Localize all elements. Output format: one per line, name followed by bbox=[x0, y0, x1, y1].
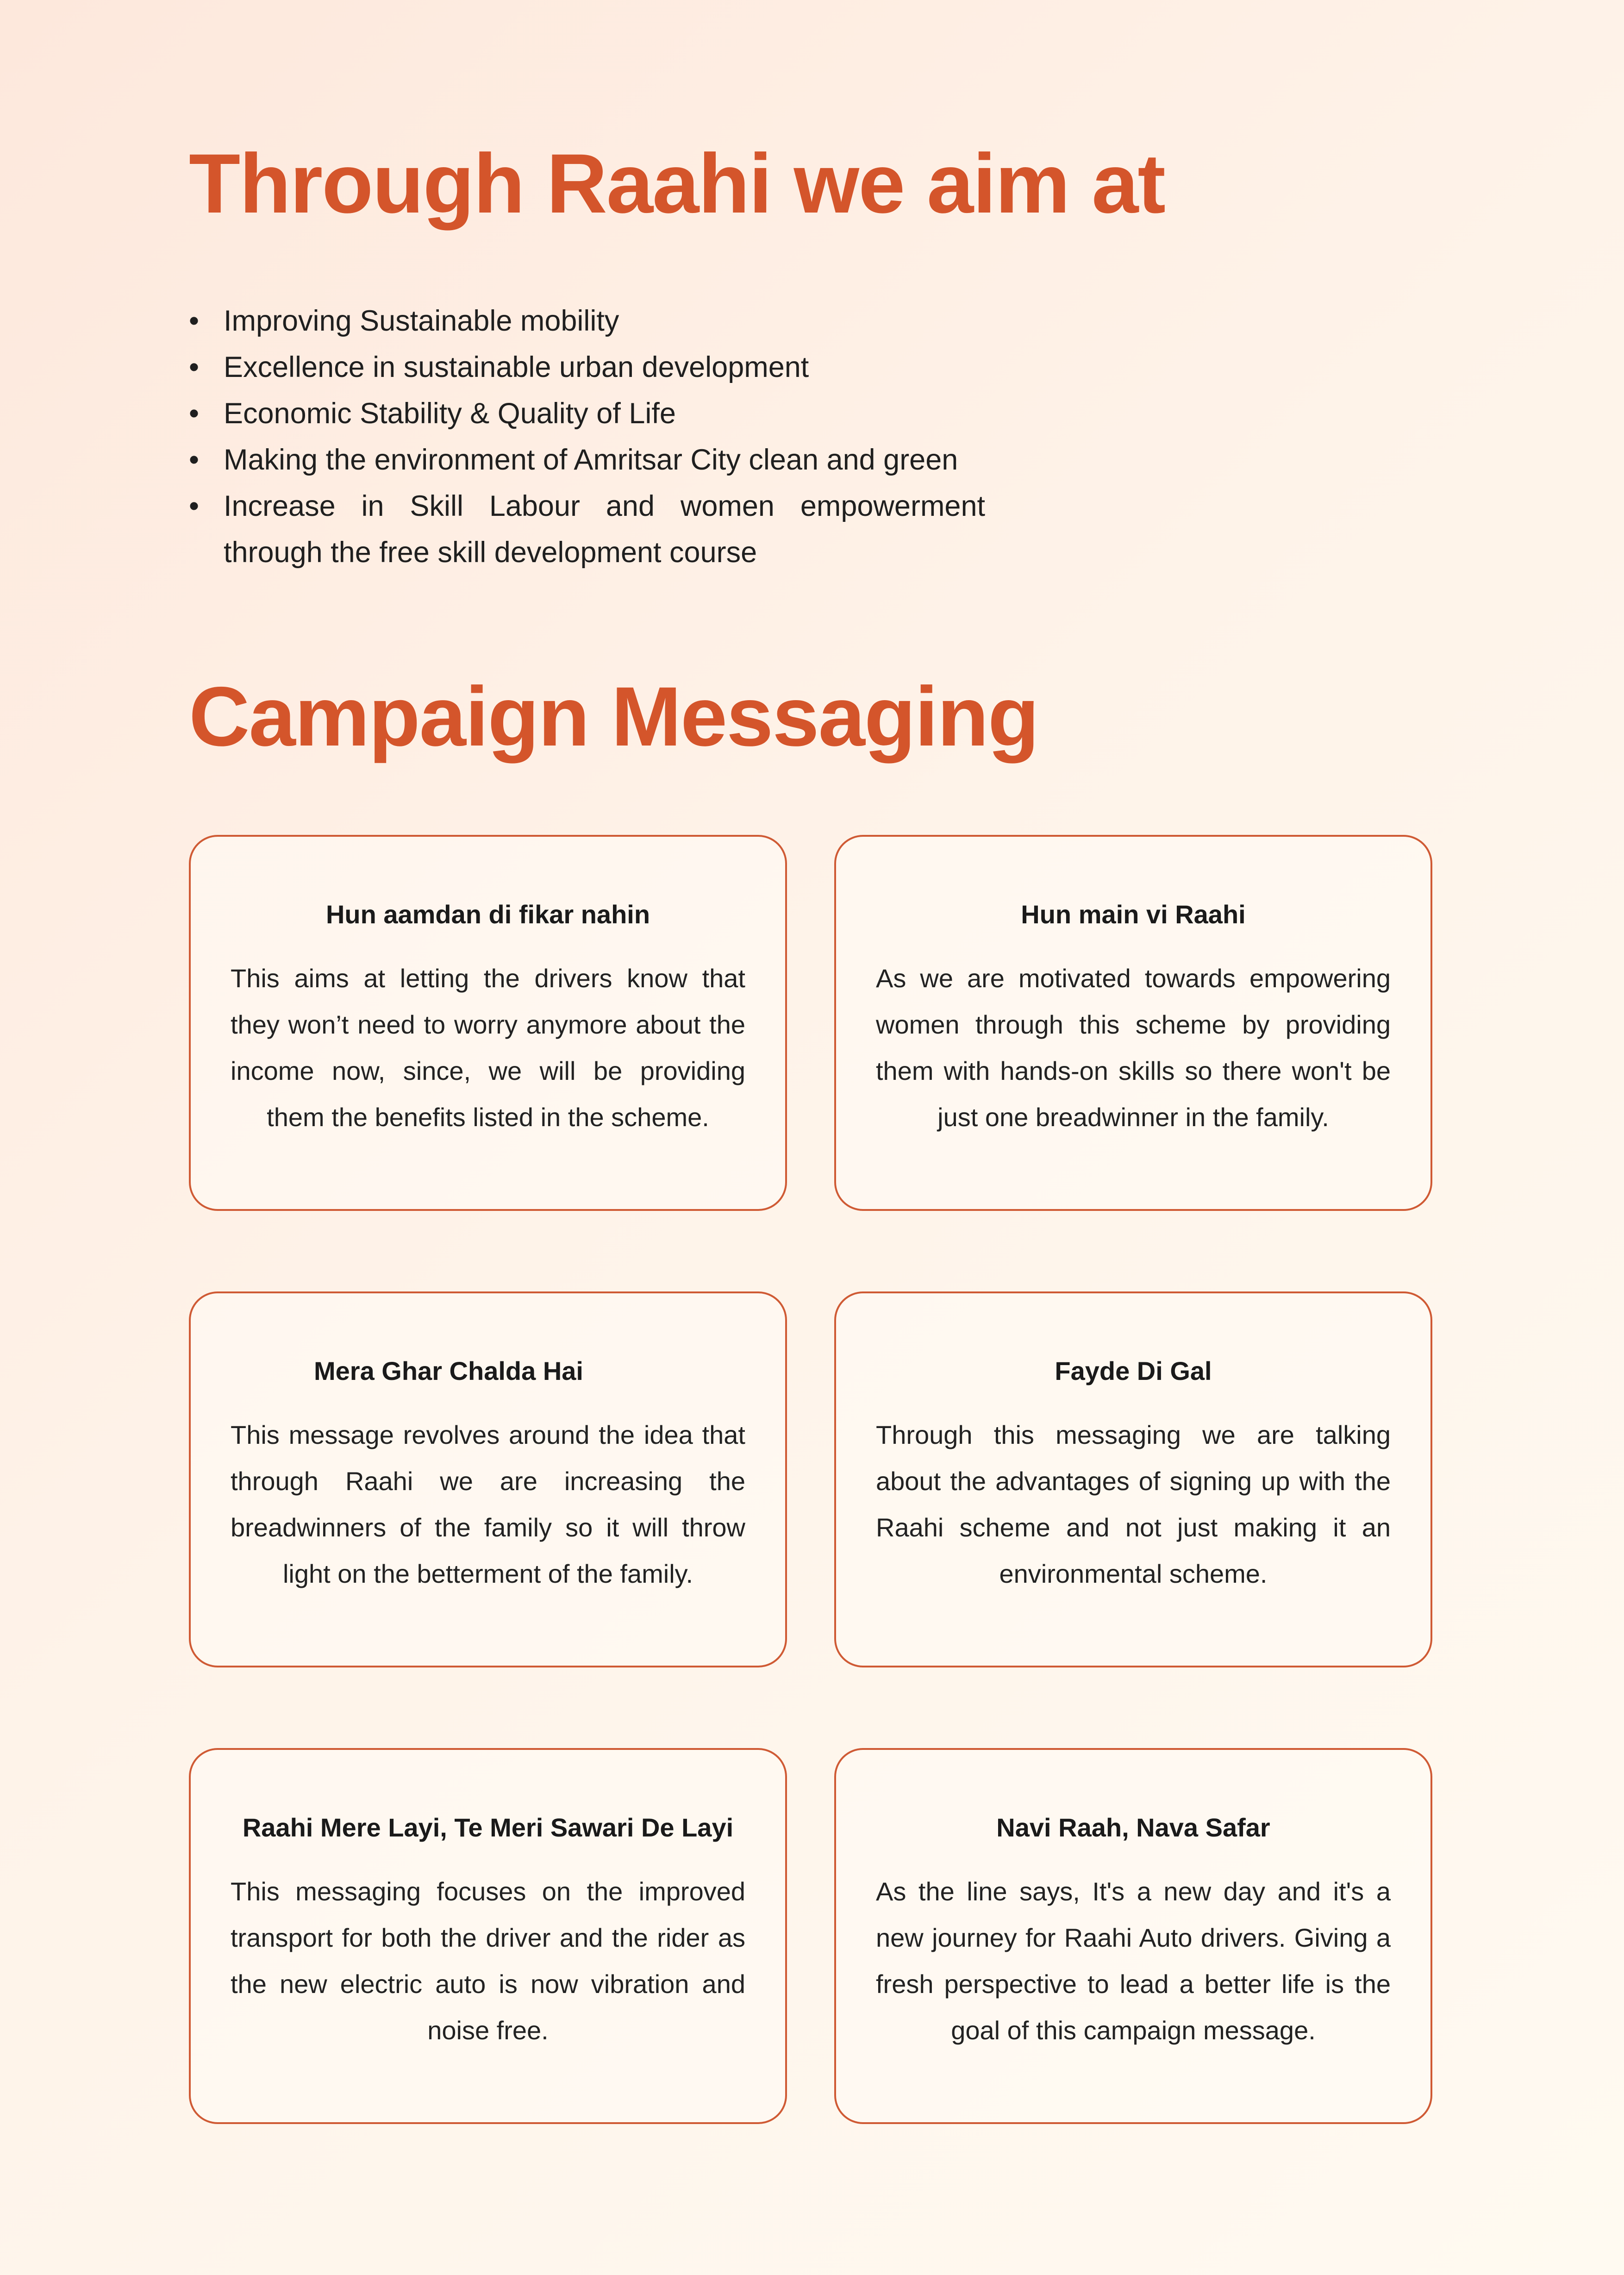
aims-list bbox=[189, 298, 985, 576]
message-card bbox=[834, 1291, 1432, 1667]
aims-list-item bbox=[189, 483, 985, 576]
aims-list-item bbox=[189, 390, 985, 437]
card-body: This message revolves around the idea that through Raahi we are increasing the breadwinners of the family so it will throw light on the betterment of the family. bbox=[231, 1420, 745, 1588]
aims-heading: Through Raahi we aim at bbox=[189, 136, 1165, 231]
bullet-icon: • bbox=[189, 444, 200, 476]
card-title: Hun aamdan di fikar nahin bbox=[325, 900, 650, 929]
bullet-icon: • bbox=[189, 305, 200, 337]
aims-item-text: Making the environment of Amritsar City clean and green bbox=[224, 444, 958, 476]
card-title: Hun main vi Raahi bbox=[1021, 900, 1246, 929]
card-body: Through this messaging we are talking about the advantages of signing up with the Raahi scheme and not just making it an environmental scheme. bbox=[876, 1420, 1391, 1588]
aims-list-item bbox=[189, 344, 985, 390]
card-title: Raahi Mere Layi, Te Meri Sawari De Layi bbox=[242, 1813, 734, 1842]
card-body: As the line says, It's a new day and it's a new journey for Raahi Auto drivers. Giving a fresh perspective to lead a better life is the goal of this campaign message. bbox=[876, 1877, 1391, 2045]
bullet-icon: • bbox=[189, 351, 200, 383]
message-card bbox=[189, 1291, 787, 1667]
card-body: This messaging focuses on the improved transport for both the driver and the rider as the new electric auto is now vibration and noise free. bbox=[231, 1877, 745, 2045]
aims-item-text: Increase in Skill Labour and women empowerment through the free skill development course bbox=[224, 490, 985, 569]
message-card bbox=[189, 1748, 787, 2124]
aims-list-item bbox=[189, 437, 985, 483]
card-title: Mera Ghar Chalda Hai bbox=[314, 1356, 583, 1385]
bullet-icon: • bbox=[189, 490, 200, 522]
aims-item-text: Improving Sustainable mobility bbox=[224, 305, 619, 337]
aims-list-item bbox=[189, 298, 985, 344]
aims-item-text: Excellence in sustainable urban development bbox=[224, 351, 809, 383]
card-title: Fayde Di Gal bbox=[1055, 1356, 1212, 1385]
card-title: Navi Raah, Nava Safar bbox=[996, 1813, 1270, 1842]
message-card bbox=[834, 835, 1432, 1211]
bullet-icon: • bbox=[189, 397, 200, 430]
card-body: This aims at letting the drivers know that they won’t need to worry anymore about the income now, since, we will be providing them the benefits listed in the scheme. bbox=[231, 964, 745, 1132]
message-card bbox=[189, 835, 787, 1211]
card-body: As we are motivated towards empowering women through this scheme by providing them with hands-on skills so there won't be just one breadwinner in the family. bbox=[876, 964, 1391, 1132]
campaign-heading: Campaign Messaging bbox=[189, 669, 1038, 764]
aims-item-text: Economic Stability & Quality of Life bbox=[224, 397, 676, 430]
message-card bbox=[834, 1748, 1432, 2124]
